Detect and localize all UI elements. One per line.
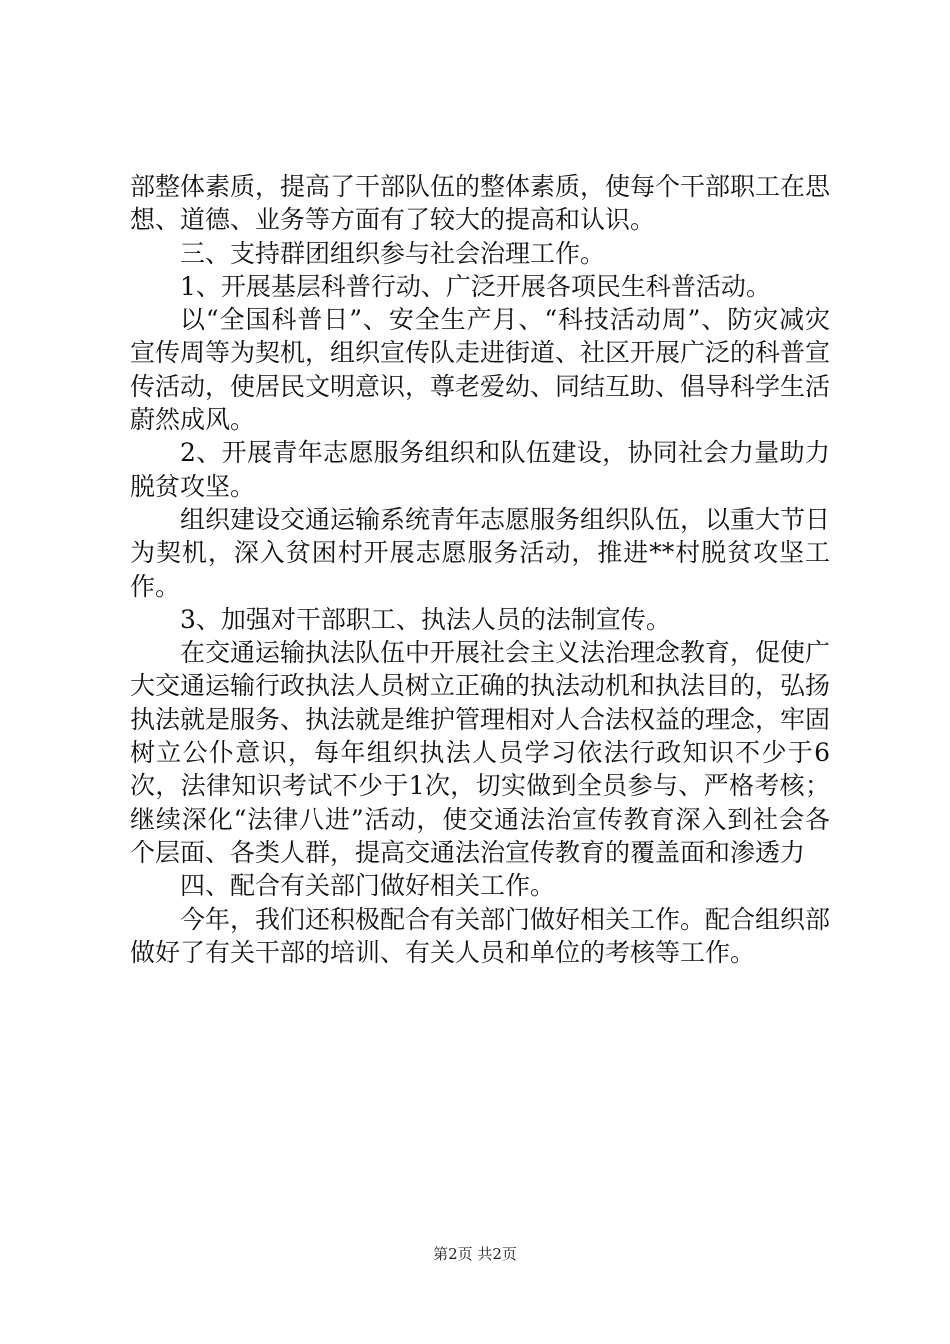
section-heading-3: 三、支持群团组织参与社会治理工作。 [180, 238, 606, 268]
page-number-label: 第2页 共2页 [433, 1245, 517, 1263]
section-heading-4: 四、配合有关部门做好相关工作。 [180, 871, 556, 901]
subheading-2: 2、开展青年志愿服务组织和队伍建设，协同社会力量助力脱贫攻坚。 [130, 438, 830, 501]
paragraph-volunteer-service: 组织建设交通运输系统青年志愿服务组织队伍，以重大节日为契机，深入贫困村开展志愿服务活动，推进**村脱贫攻坚工作。 [130, 504, 831, 601]
paragraph-science-popularization: 以“全国科普日”、安全生产月、“科技活动周”、防灾减灾宣传周等为契机，组织宣传队走进街道、社区开展广泛的科普宣传活动，使居民文明意识，尊老爱幼、同结互助、倡导科学生活蔚然成风。 [130, 305, 831, 435]
paragraph-cooperation: 今年，我们还积极配合有关部门做好相关工作。配合组织部做好了有关干部的培训、有关人员和单位的考核等工作。 [130, 904, 831, 967]
paragraph-legal-education: 在交通运输执法队伍中开展社会主义法治理念教育，促使广大交通运输行政执法人员树立正确的执法动机和执法目的，弘扬执法就是服务、执法就是维护管理相对人合法权益的理念，牢固树立公仆意识，每年组织执法人员学习依法行政知识不少于6次，法律知识考试不少于1次，切实做到全员参与、严格考核；继续深化“法律八进”活动，使交通法治宣传教育深入到社会各个层面、各类人群，提高交通法治宣传教育的覆盖面和渗透力 [130, 638, 831, 867]
subheading-1: 1、开展基层科普行动、广泛开展各项民生科普活动。 [180, 271, 771, 301]
paragraph-continued: 部整体素质，提高了干部队伍的整体素质，使每个干部职工在思想、道德、业务等方面有了较大的提高和认识。 [130, 172, 831, 235]
subheading-3: 3、加强对干部职工、执法人员的法制宣传。 [180, 604, 671, 634]
document-body [130, 170, 830, 969]
page-footer [0, 1244, 950, 1264]
